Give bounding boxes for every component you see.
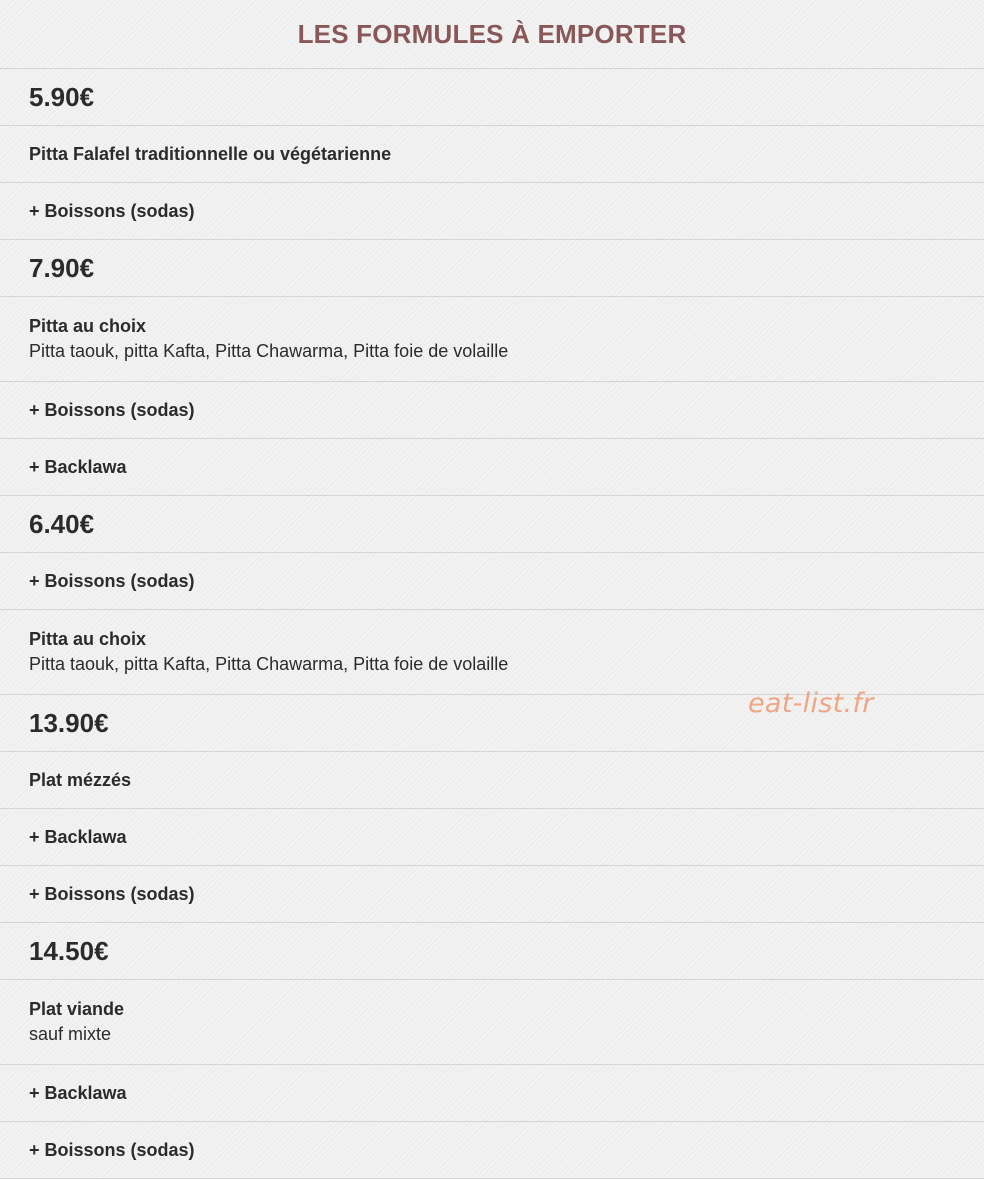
formule-price: 14.50€ [29, 935, 109, 966]
item-name: + Boissons (sodas) [29, 1140, 195, 1160]
item-name: Plat viande [29, 999, 125, 1019]
price-row [0, 496, 984, 553]
item-name: Pitta Falafel traditionnelle ou végétarienne [29, 144, 392, 164]
item-name: + Backlawa [29, 457, 127, 477]
watermark: eat-list.fr [748, 688, 874, 719]
item-description: Pitta taouk, pitta Kafta, Pitta Chawarma, Pitta foie de volaille [29, 654, 509, 674]
formule-price: 5.90€ [29, 81, 95, 112]
menu-item [0, 610, 984, 695]
menu-item [0, 126, 984, 183]
item-name: + Backlawa [29, 827, 127, 847]
menu-item [0, 866, 984, 923]
menu-item [0, 183, 984, 240]
item-description: sauf mixte [29, 1024, 112, 1044]
price-row [0, 923, 984, 980]
menu-item [0, 382, 984, 439]
item-name: + Boissons (sodas) [29, 400, 195, 420]
menu-item [0, 1065, 984, 1122]
item-description: Pitta taouk, pitta Kafta, Pitta Chawarma, Pitta foie de volaille [29, 341, 509, 361]
menu-item [0, 1122, 984, 1179]
item-name: Pitta au choix [29, 629, 147, 649]
item-name: + Boissons (sodas) [29, 571, 195, 591]
menu-item [0, 752, 984, 809]
item-name: + Boissons (sodas) [29, 201, 195, 221]
item-name: + Boissons (sodas) [29, 884, 195, 904]
menu-item [0, 439, 984, 496]
menu-title: LES FORMULES À EMPORTER [0, 0, 984, 69]
item-name: Plat mézzés [29, 770, 132, 790]
price-row [0, 240, 984, 297]
price-row [0, 69, 984, 126]
item-name: + Backlawa [29, 1083, 127, 1103]
menu-item [0, 553, 984, 610]
menu-item [0, 809, 984, 866]
menu-item [0, 980, 984, 1065]
formule-price: 13.90€ [29, 707, 109, 738]
formule-price: 6.40€ [29, 508, 95, 539]
menu-item [0, 297, 984, 382]
formule-price: 7.90€ [29, 252, 95, 283]
item-name: Pitta au choix [29, 316, 147, 336]
